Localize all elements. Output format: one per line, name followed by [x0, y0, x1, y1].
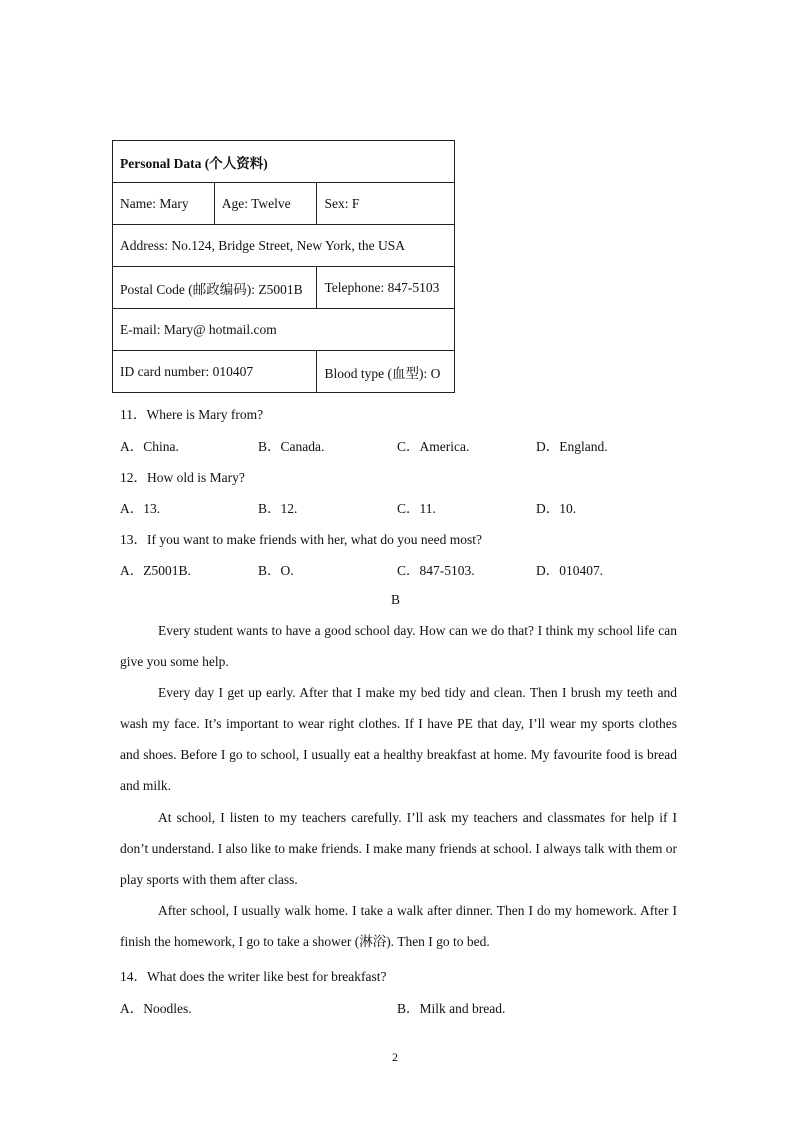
- section-label: B: [391, 592, 401, 607]
- id-card-cell: ID card number: 010407: [113, 351, 317, 393]
- personal-data-table: [112, 140, 455, 393]
- option-a: A．13.: [120, 501, 161, 516]
- page-number: 2: [392, 1050, 398, 1064]
- passage-paragraph: At school, I listen to my teachers carefully. I’ll ask my teachers and classmates for help if I don’t understand. I also like to make friends. I make many friends at school. I always talk with them or play sports with them after class.: [120, 810, 677, 887]
- option-b: B．Milk and bread.: [397, 1001, 506, 1016]
- option-b: B．Canada.: [258, 439, 325, 454]
- option-a: A．Z5001B.: [120, 563, 191, 578]
- question-12: 12．How old is Mary?: [120, 470, 245, 485]
- passage-paragraph: Every student wants to have a good school day. How can we do that? I think my school life can give you some help.: [120, 623, 677, 669]
- table-row: [113, 141, 455, 183]
- question-13: 13．If you want to make friends with her, what do you need most?: [120, 532, 483, 547]
- telephone-cell: Telephone: 847-5103: [317, 267, 455, 309]
- passage-paragraph: After school, I usually walk home. I take a walk after dinner. Then I do my homework. After I finish the homework, I go to take a shower (淋浴). Then I go to bed.: [120, 903, 677, 949]
- option-b: B．12.: [258, 501, 298, 516]
- option-a: A．China.: [120, 439, 179, 454]
- option-d: D．010407.: [536, 563, 604, 578]
- table-row: [113, 351, 455, 393]
- option-a: A．Noodles.: [120, 1001, 192, 1016]
- question-11: 11．Where is Mary from?: [120, 407, 264, 422]
- table-row: [113, 225, 455, 267]
- table-title: Personal Data (个人资料): [113, 141, 455, 183]
- blood-type-cell: Blood type (血型): O: [317, 351, 455, 393]
- option-c: C．11.: [397, 501, 436, 516]
- postal-code-cell: Postal Code (邮政编码): Z5001B: [113, 267, 317, 309]
- question-14: 14．What does the writer like best for breakfast?: [120, 969, 387, 984]
- option-d: D．England.: [536, 439, 608, 454]
- age-cell: Age: Twelve: [214, 183, 317, 225]
- name-cell: Name: Mary: [113, 183, 215, 225]
- table-row: [113, 183, 455, 225]
- sex-cell: Sex: F: [317, 183, 455, 225]
- option-c: C．America.: [397, 439, 470, 454]
- option-b: B．O.: [258, 563, 294, 578]
- option-d: D．10.: [536, 501, 577, 516]
- address-cell: Address: No.124, Bridge Street, New York, the USA: [113, 225, 455, 267]
- table-row: [113, 267, 455, 309]
- passage-paragraph: Every day I get up early. After that I make my bed tidy and clean. Then I brush my teeth and wash my face. It’s important to wear right clothes. If I have PE that day, I’ll wear my sports clothes and shoes. Before I go to school, I usually eat a healthy breakfast at home. My favourite food is bread and milk.: [120, 685, 677, 793]
- option-c: C．847-5103.: [397, 563, 475, 578]
- table-row: [113, 309, 455, 351]
- email-cell: E-mail: Mary@ hotmail.com: [113, 309, 455, 351]
